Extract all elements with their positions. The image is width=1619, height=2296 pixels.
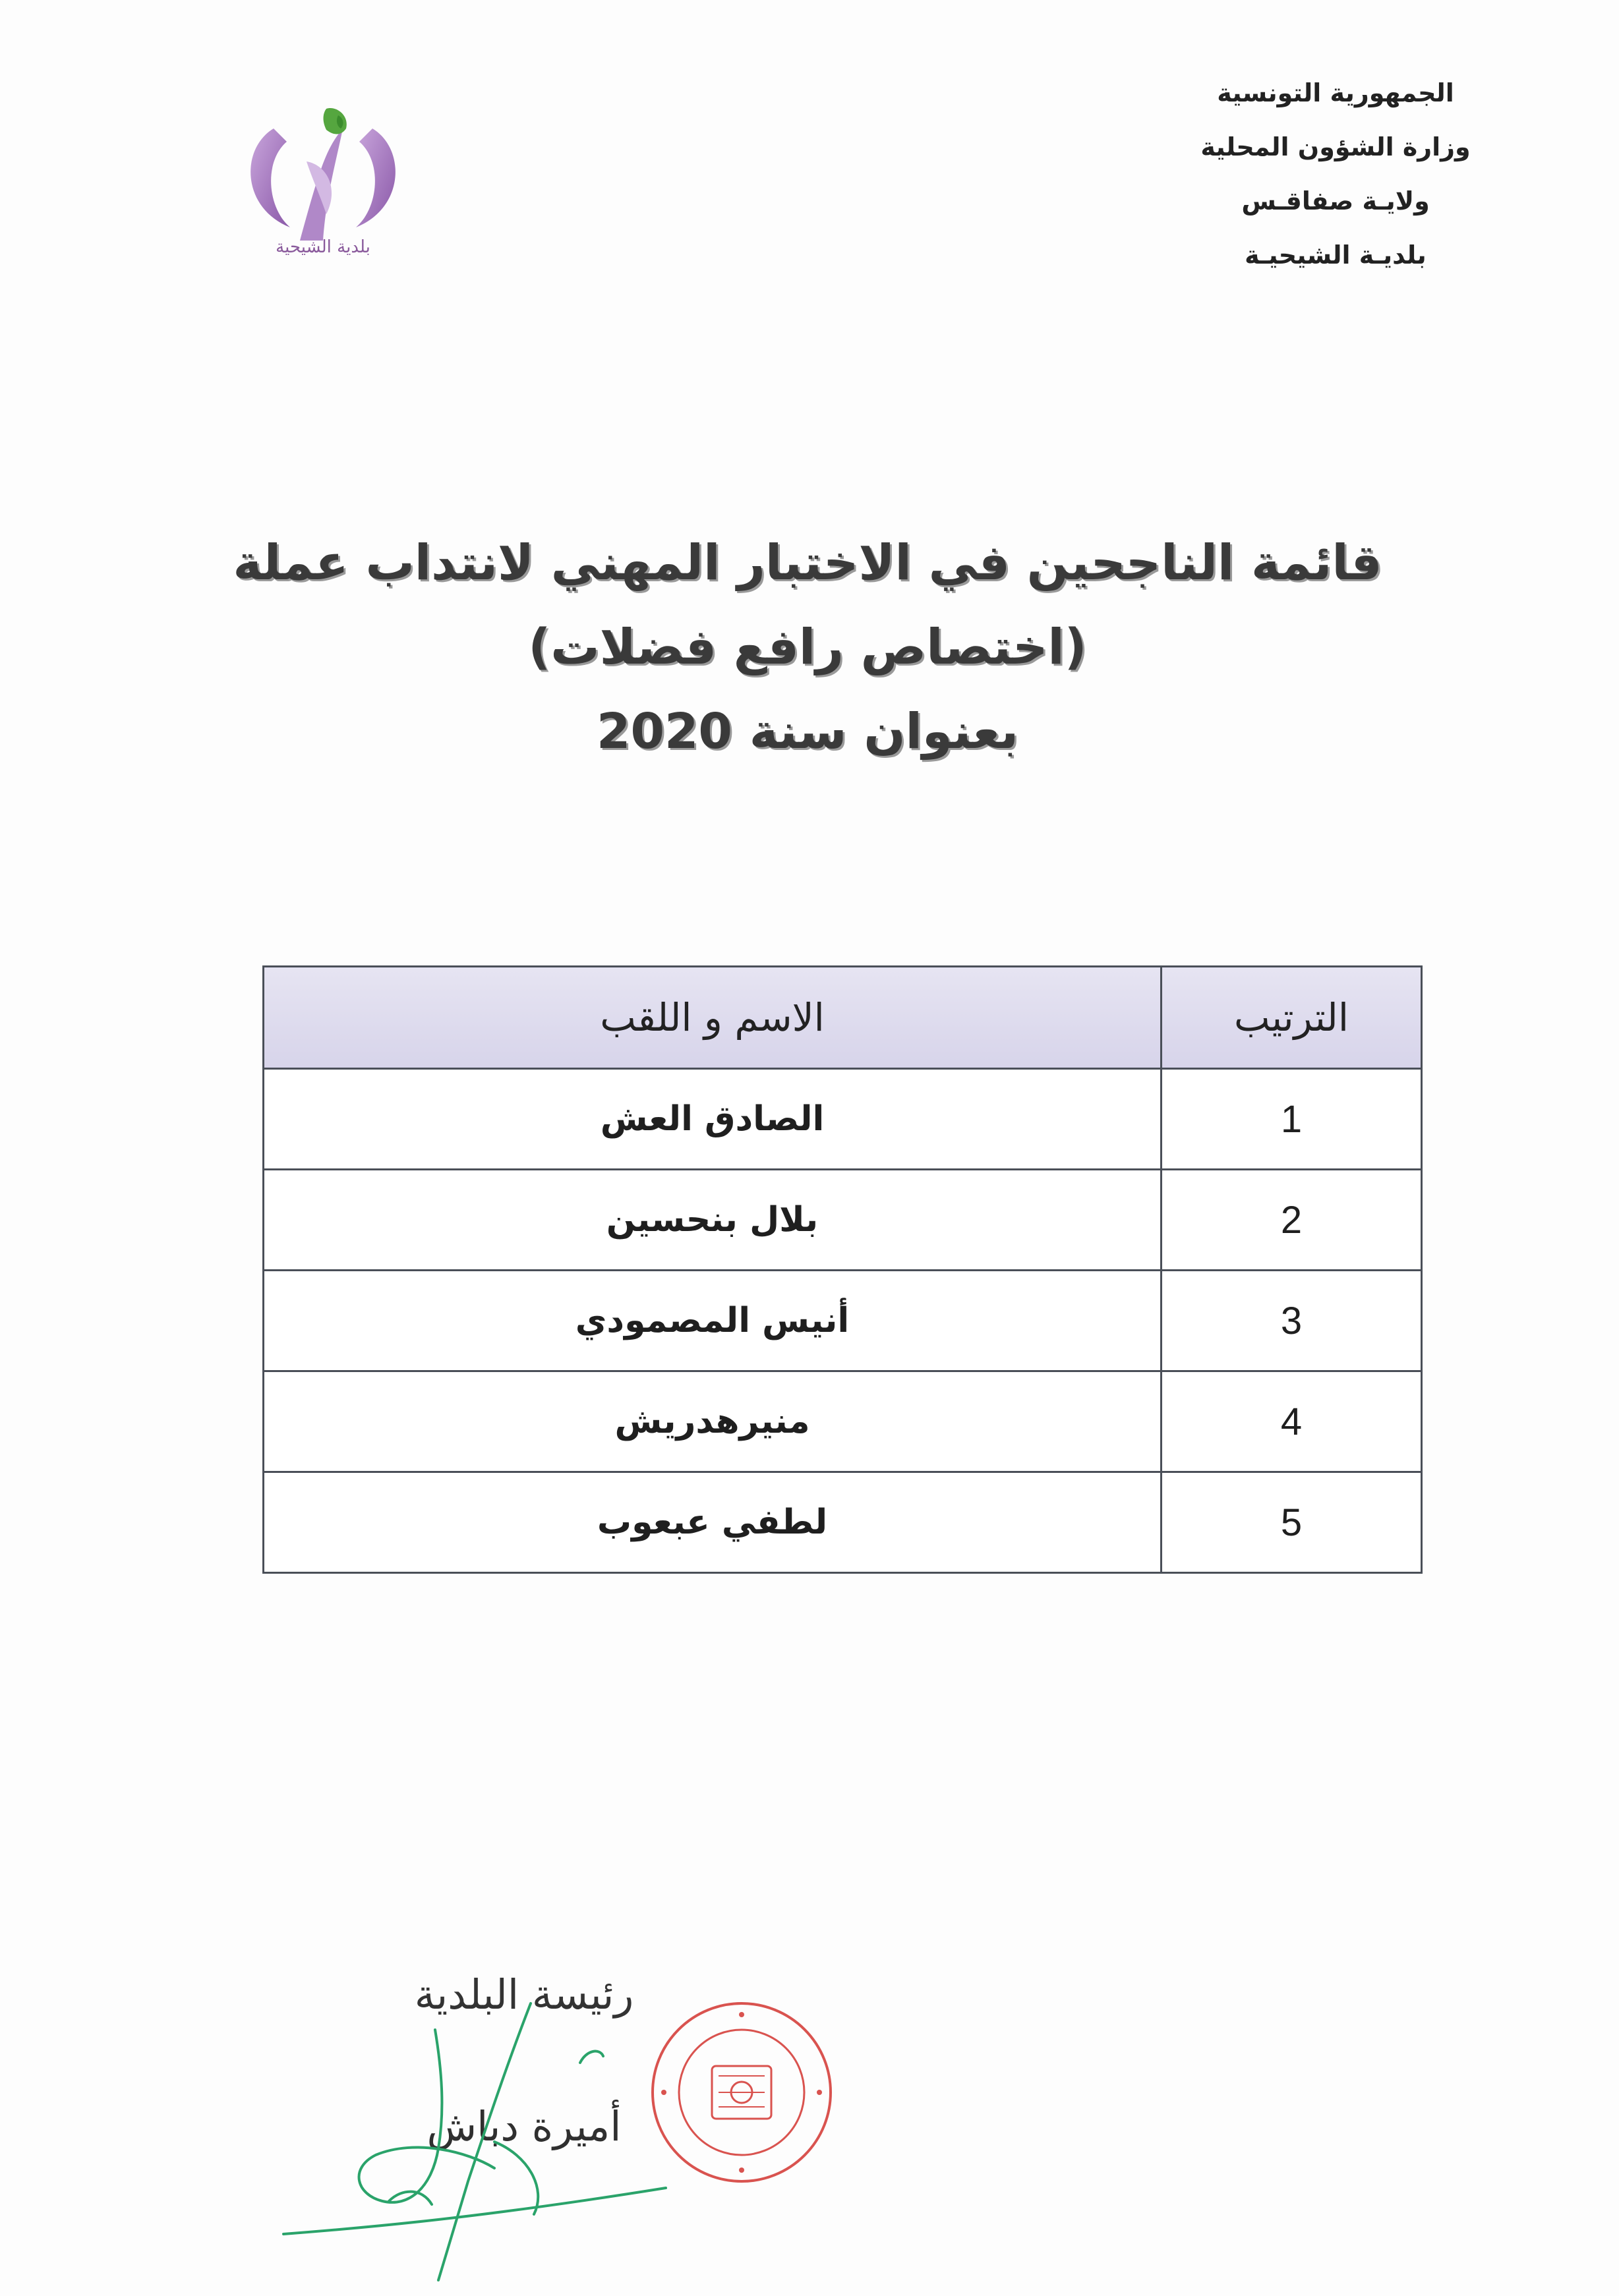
table-row xyxy=(264,1170,1422,1271)
name-cell: لطفي عبعوب xyxy=(264,1472,1162,1573)
document-title xyxy=(198,521,1417,774)
header-line-governorate: ولايـة صفاقـس xyxy=(1241,187,1430,215)
rank-cell: 3 xyxy=(1162,1271,1422,1371)
logo-caption: بلدية الشيحية xyxy=(276,237,370,257)
rank-cell: 5 xyxy=(1162,1472,1422,1573)
name-cell: منيرهدريش xyxy=(264,1371,1162,1472)
results-table-wrapper xyxy=(262,965,1423,1574)
document-header xyxy=(1151,66,1520,282)
header-line-ministry: وزارة الشؤون المحلية xyxy=(1200,132,1471,161)
title-line-2: (اختصاص رافع فضلات) xyxy=(528,619,1087,675)
handwritten-signature-icon xyxy=(270,1990,679,2293)
header-name: الاسم و اللقب xyxy=(264,967,1162,1069)
table-row xyxy=(264,1069,1422,1170)
table-row xyxy=(264,1472,1422,1573)
table-row xyxy=(264,1371,1422,1472)
signatory-title: رئيسة البلدية xyxy=(414,1970,634,2019)
table-header-row xyxy=(264,967,1422,1069)
name-cell: الصادق العش xyxy=(264,1069,1162,1170)
name-cell: أنيس المصمودي xyxy=(264,1271,1162,1371)
official-stamp-icon xyxy=(643,1994,840,2191)
title-line-1: قائمة الناجحين في الاختبار المهني لانتداب عملة xyxy=(233,534,1382,591)
results-table xyxy=(262,965,1423,1574)
table-row xyxy=(264,1271,1422,1371)
header-rank: الترتيب xyxy=(1162,967,1422,1069)
rank-cell: 1 xyxy=(1162,1069,1422,1170)
rank-cell: 4 xyxy=(1162,1371,1422,1472)
header-line-republic: الجمهورية التونسية xyxy=(1217,78,1454,107)
name-cell: بلال بنحسين xyxy=(264,1170,1162,1271)
signatory-name: أميرة دباش xyxy=(427,2102,622,2150)
header-line-municipality: بلديـة الشيحيـة xyxy=(1245,241,1427,270)
rank-cell: 2 xyxy=(1162,1170,1422,1271)
title-line-3: بعنوان سنة 2020 xyxy=(596,703,1019,760)
